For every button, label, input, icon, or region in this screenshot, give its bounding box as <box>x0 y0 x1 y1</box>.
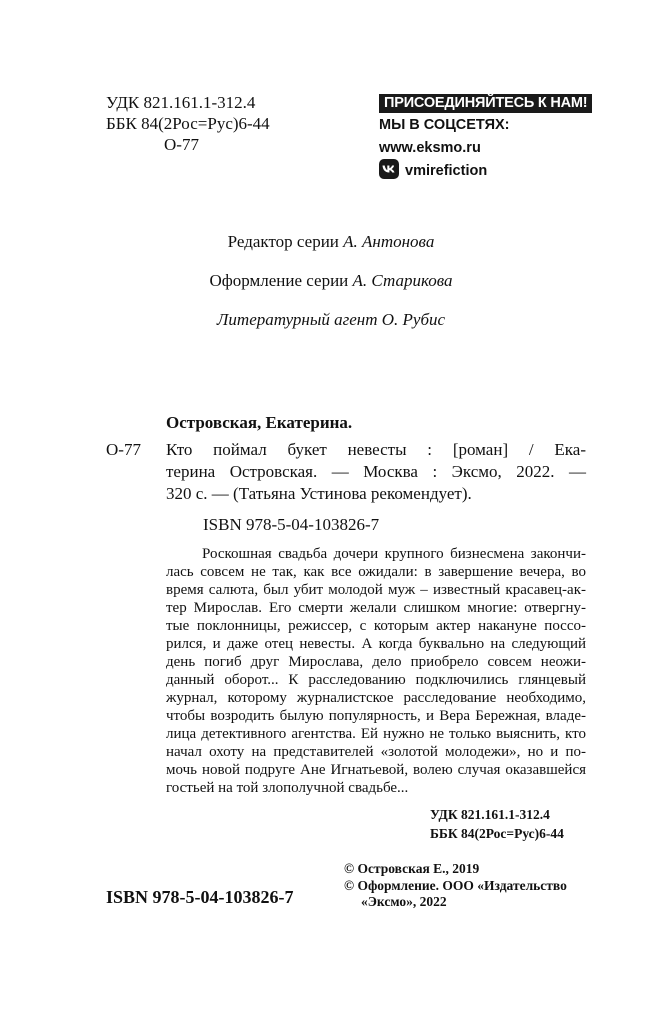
catalog-isbn: ISBN 978-5-04-103826-7 <box>203 515 380 534</box>
abstract-line: мочь новой подруге Ане Игнатьевой, волею случая оказавшейся <box>166 762 586 778</box>
series-editor <box>0 232 662 252</box>
abstract-line: день погиб друг Мирослава, дело приобрело совсем неожи- <box>166 654 586 670</box>
bbk-code: ББК 84(2Рос=Рус)6-44 <box>106 114 270 133</box>
literary-agent-text: Литературный агент О. Рубис <box>216 310 446 329</box>
join-us-banner: ПРИСОЕДИНЯЙТЕСЬ К НАМ! <box>379 94 592 113</box>
abstract-line: гостьей на той злополучной свадьбе... <box>166 780 409 796</box>
vk-icon <box>379 159 399 179</box>
social-subtitle: МЫ В СОЦСЕТЯХ: <box>379 117 510 133</box>
catalog-title-line: Кто поймал букет невесты : [роман] / Ека- <box>166 440 586 459</box>
abstract-line: начал охоту на представителей «золотой молодежи», но и по- <box>166 744 586 760</box>
series-editor-name: А. Антонова <box>343 232 435 251</box>
abstract-line: данный оборот... К расследованию подключились глянцевый <box>166 672 586 688</box>
bottom-isbn: ISBN 978-5-04-103826-7 <box>106 887 294 907</box>
catalog-series-line: 320 с. — (Татьяна Устинова рекомендует). <box>166 484 472 503</box>
abstract-line: чтобы возродить былую популярность, и Вера Бережная, владе- <box>166 708 586 724</box>
copyright-publisher: «Эксмо», 2022 <box>361 894 447 909</box>
vk-handle: vmirefiction <box>405 163 488 179</box>
copyright-design: © Оформление. ООО «Издательство <box>344 878 567 893</box>
abstract-line: Роскошная свадьба дочери крупного бизнесмена закончи- <box>202 546 586 562</box>
abstract-line: лась совсем не так, как все ожидали: в завершение вечера, во <box>166 564 586 580</box>
catalog-mark: О-77 <box>106 440 141 459</box>
abstract-line: тер Мирослав. Его смерти желали слишком многие: отвергну- <box>166 600 586 616</box>
abstract-line: тые поклонницы, режиссер, с которым актер накануне поссо- <box>166 618 586 634</box>
website-link[interactable]: www.eksmo.ru <box>379 140 481 156</box>
series-design <box>0 271 662 291</box>
classification-block <box>106 92 270 155</box>
copyright-author: © Островская Е., 2019 <box>344 861 480 876</box>
abstract-bbk: ББК 84(2Рос=Рус)6-44 <box>430 826 564 841</box>
udk-code: УДК 821.161.1-312.4 <box>106 93 256 112</box>
abstract-line: рился, и даже отец невесты. А когда буквально на следующий <box>166 636 586 652</box>
abstract-udk: УДК 821.161.1-312.4 <box>430 807 550 822</box>
series-design-name: А. Старикова <box>352 271 453 290</box>
catalog-author: Островская, Екатерина. <box>166 413 353 432</box>
series-editor-role: Редактор серии <box>227 232 344 251</box>
social-block <box>379 94 592 182</box>
abstract-line: время салюта, был убит молодой муж – известный красавец-ак- <box>166 582 586 598</box>
series-design-role: Оформление серии <box>209 271 353 290</box>
literary-agent <box>0 310 662 330</box>
abstract-line: лица детективного агентства. Ей нужно не только выяснить, кто <box>166 726 586 742</box>
vk-link[interactable] <box>379 160 592 182</box>
abstract-line: журнал, которому журналистское расследование необходимо, <box>166 690 586 706</box>
author-mark: О-77 <box>164 135 199 154</box>
catalog-title-line: терина Островская. — Москва : Эксмо, 2022. — <box>166 462 586 481</box>
